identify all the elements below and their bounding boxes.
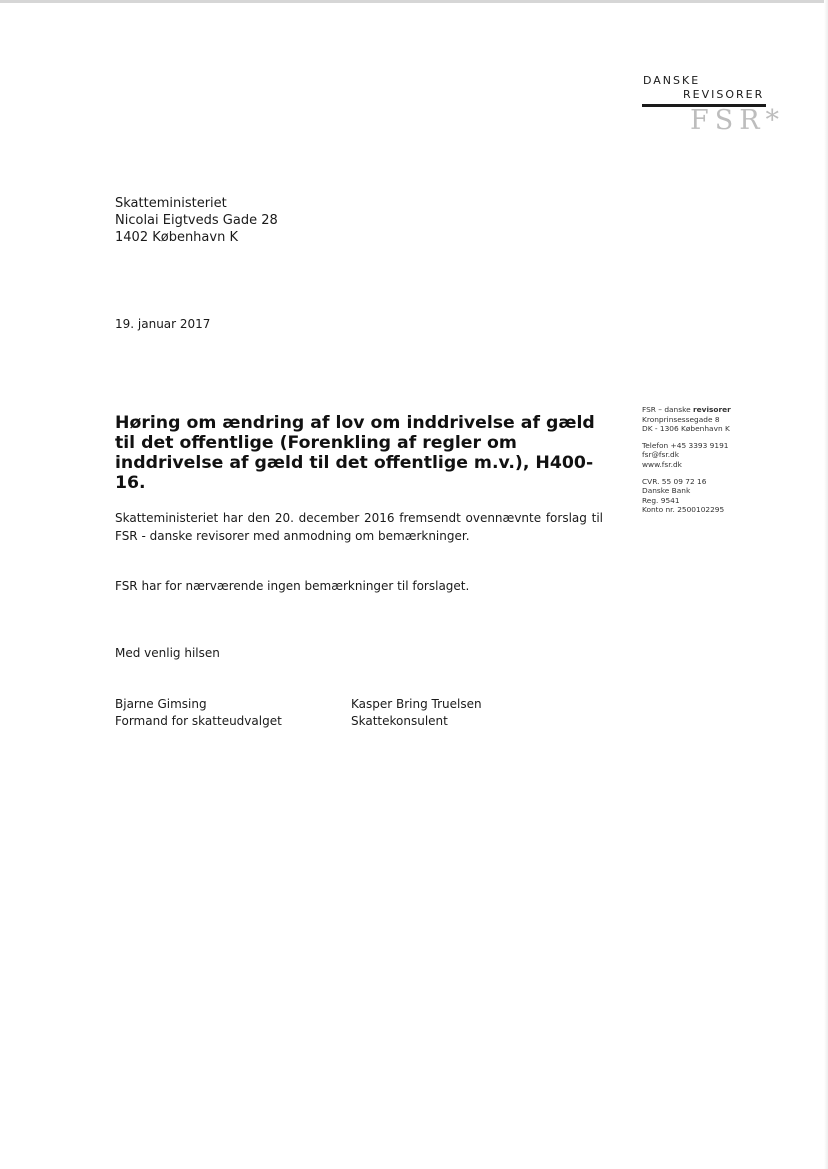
- fsr-logo: [640, 74, 786, 136]
- sender-cvr: CVR. 55 09 72 16: [642, 476, 707, 486]
- signatory-2: [351, 696, 482, 730]
- sender-bank: Danske Bank: [642, 486, 691, 496]
- sender-org: [642, 405, 772, 415]
- sender-contact: [642, 441, 772, 470]
- signatory-title: Formand for skatteudvalget: [115, 714, 282, 728]
- signatory-1: [115, 696, 282, 730]
- closing-greeting: Med venlig hilsen: [115, 646, 220, 660]
- sender-web: www.fsr.dk: [642, 459, 682, 469]
- recipient-street: Nicolai Eigtveds Gade 28: [115, 213, 278, 228]
- sender-org-prefix: FSR – danske: [642, 405, 694, 414]
- sender-reg: Reg. 9541: [642, 495, 680, 505]
- letter-date: 19. januar 2017: [115, 317, 211, 331]
- signatory-title: Skattekonsulent: [351, 714, 448, 728]
- recipient-city: 1402 København K: [115, 230, 238, 245]
- logo-line-revisorer: REVISORER: [683, 88, 765, 101]
- page-right-edge: [824, 0, 828, 1169]
- sender-city: DK - 1306 København K: [642, 424, 730, 434]
- sender-bank-details: [642, 477, 772, 515]
- body-paragraph-1: Skatteministeriet har den 20. december 2016 fremsendt ovennævnte forslag til FSR - danske revisorer med anmodning om bemærkninger.: [115, 511, 603, 543]
- letter-subject: Høring om ændring af lov om inddrivelse af gæld til det offentlige (Forenkling af regler om inddrivelse af gæld til det offentlige m.v.), H400-16.: [115, 413, 595, 493]
- sender-account: Konto nr. 2500102295: [642, 505, 725, 515]
- recipient-address: [115, 195, 278, 246]
- sender-info-sidebar: [642, 405, 772, 522]
- page-top-edge: [0, 0, 828, 3]
- sender-address: [642, 405, 772, 434]
- logo-fsr-mark: FSR*: [690, 105, 786, 136]
- sender-street: Kronprinsessegade 8: [642, 414, 720, 424]
- signatory-name: Bjarne Gimsing: [115, 697, 207, 711]
- sender-email: fsr@fsr.dk: [642, 450, 680, 460]
- recipient-name: Skatteministeriet: [115, 196, 227, 211]
- body-paragraph-2: FSR har for nærværende ingen bemærkninger til forslaget.: [115, 579, 470, 593]
- sender-phone: Telefon +45 3393 9191: [642, 440, 729, 450]
- signatory-name: Kasper Bring Truelsen: [351, 697, 482, 711]
- logo-line-danske: DANSKE: [643, 74, 701, 87]
- sender-org-bold: revisorer: [693, 405, 731, 414]
